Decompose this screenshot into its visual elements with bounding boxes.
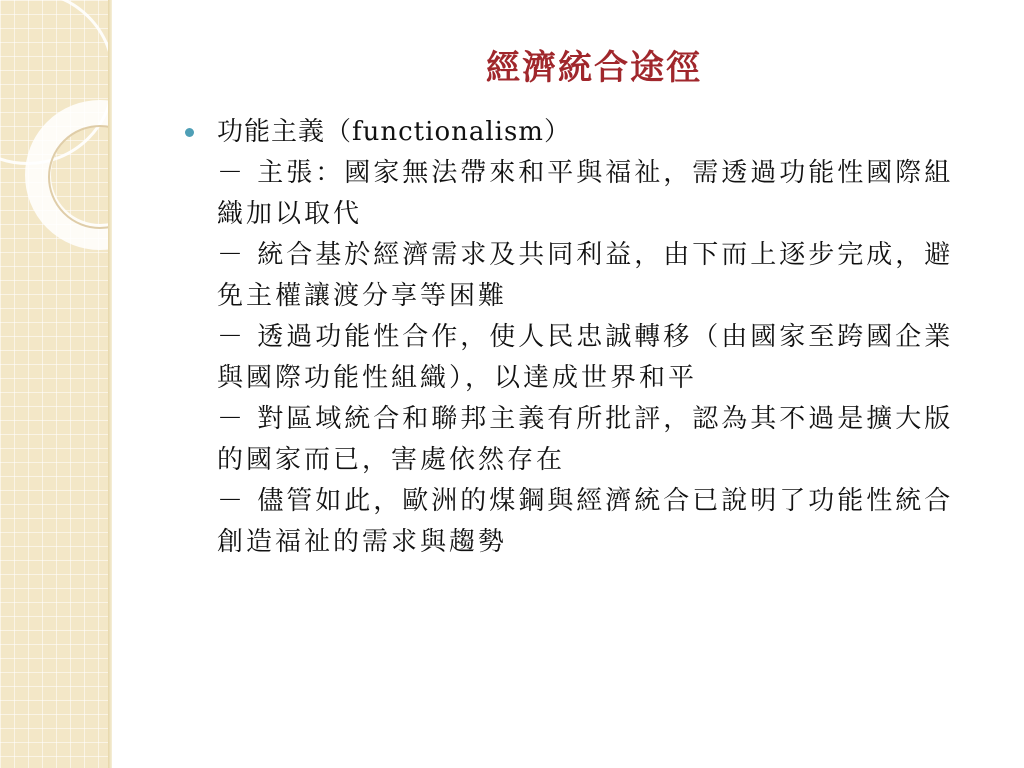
sub-point-claim: － 主張：國家無法帶來和平與福祉，需透過功能性國際組織加以取代: [217, 158, 954, 229]
bullet-heading: 功能主義（functionalism）: [217, 117, 571, 147]
sub-point-basis: － 統合基於經濟需求及共同利益，由下而上逐步完成，避免主權讓渡分享等困難: [217, 240, 954, 311]
bullet-item: [185, 112, 975, 563]
sub-point-conclusion: － 儘管如此，歐洲的煤鋼與經濟統合已說明了功能性統合創造福祉的需求與趨勢: [217, 486, 954, 557]
slide-title: 經濟統合途徑: [486, 48, 702, 88]
sub-point-criticism: － 對區域統合和聯邦主義有所批評，認為其不過是擴大版的國家而已，害處依然存在: [217, 404, 954, 475]
decorative-sidebar: [0, 0, 112, 768]
sidebar-edge: [108, 0, 112, 768]
bullet-dot-icon: [185, 128, 194, 137]
sub-point-cooperation: － 透過功能性合作，使人民忠誠轉移（由國家至跨國企業與國際功能性組織），以達成世界和平: [217, 322, 954, 393]
slide-content: [185, 112, 975, 563]
